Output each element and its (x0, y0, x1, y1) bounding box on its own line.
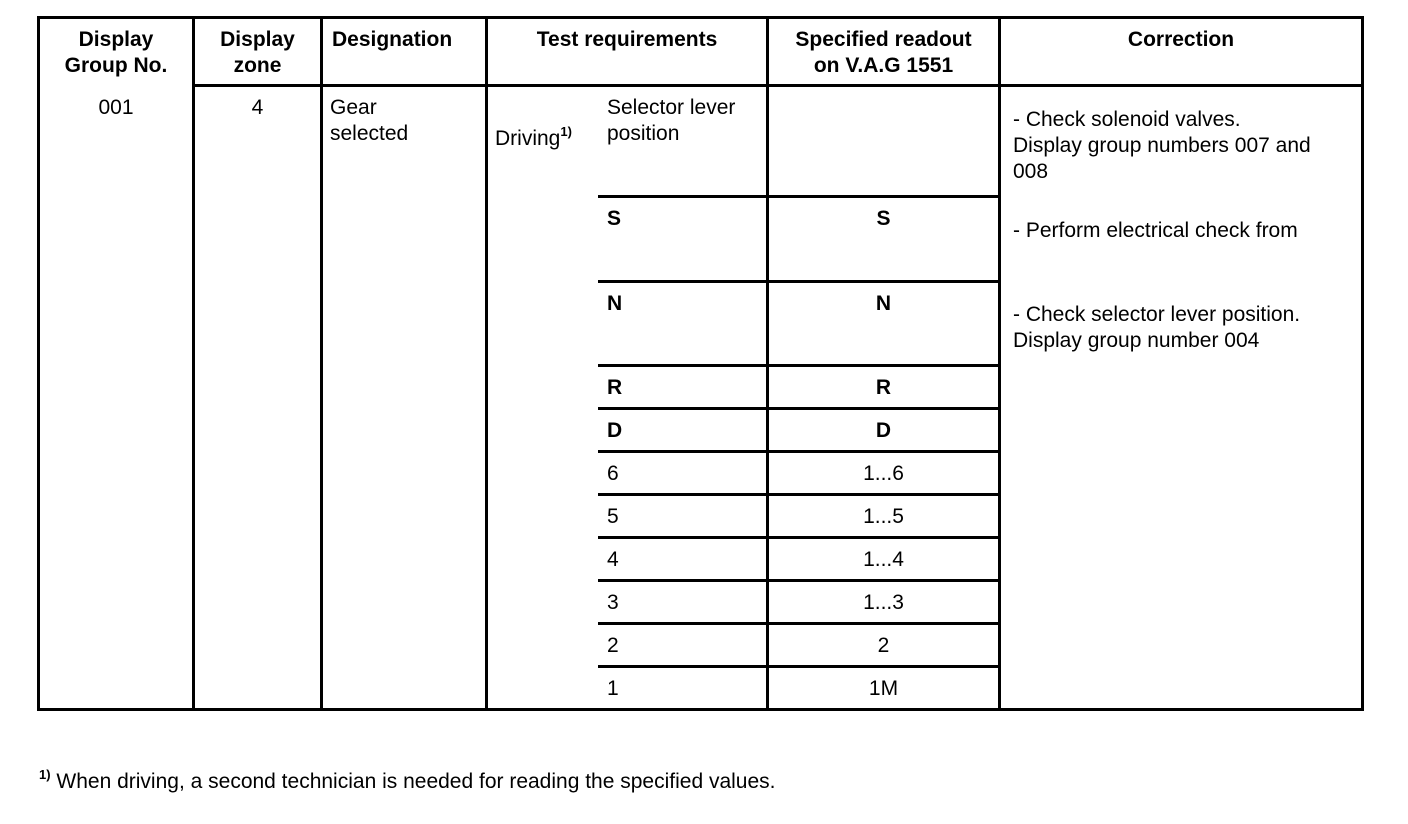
header-specified-readout: Specified readout on V.A.G 1551 (795, 28, 972, 77)
footnote-text: When driving, a second technician is needed for reading the specified values. (50, 770, 776, 793)
correction-text: - Check selector lever position. Display group number 004 (1013, 303, 1301, 352)
correction-text: - Perform electrical check from (1013, 219, 1298, 242)
position-cell: D (607, 419, 623, 442)
header-group-no: Display Group No. (64, 28, 168, 77)
driving-label (495, 100, 572, 152)
readout-cell: 1M (868, 677, 899, 700)
position-cell: 2 (607, 634, 619, 657)
table-border-bottom (37, 708, 1363, 711)
readout-cell: 1...5 (863, 505, 904, 528)
col-divider (320, 16, 323, 711)
position-cell: N (607, 292, 623, 315)
header-designation: Designation (332, 28, 453, 51)
position-cell: 3 (607, 591, 619, 614)
row-divider (598, 364, 1000, 367)
row-divider (598, 280, 1000, 283)
readout-cell: 1...4 (863, 548, 904, 571)
position-cell: R (607, 376, 623, 399)
position-cell: 4 (607, 548, 619, 571)
group-no-value: 001 (98, 96, 134, 119)
header-zone: Display zone (220, 28, 295, 77)
row-divider (598, 536, 1000, 539)
footnote-marker: 1) (39, 767, 51, 782)
readout-cell: 1...3 (863, 591, 904, 614)
footnote (39, 743, 776, 795)
readout-cell: D (875, 419, 892, 442)
row-divider (598, 450, 1000, 453)
row-divider (598, 622, 1000, 625)
zone-value: 4 (251, 96, 264, 119)
driving-text: Driving (495, 127, 561, 150)
readout-cell: 1...6 (863, 462, 904, 485)
position-cell: 5 (607, 505, 619, 528)
selector-lever-label: Selector lever position (607, 96, 736, 145)
correction-text: - Check solenoid valves. Display group numbers 007 and 008 (1013, 108, 1311, 183)
col-divider (485, 16, 488, 711)
readout-cell: 2 (877, 634, 890, 657)
position-cell: 6 (607, 462, 619, 485)
position-cell: 1 (607, 677, 619, 700)
table-border-top (37, 16, 1363, 19)
table-border-right (1361, 16, 1364, 711)
row-divider (598, 493, 1000, 496)
row-divider (598, 665, 1000, 668)
row-divider (598, 195, 1000, 198)
readout-cell: R (875, 376, 892, 399)
footnote-marker: 1) (560, 124, 572, 139)
header-correction: Correction (1127, 28, 1235, 51)
designation-value: Gear selected (330, 96, 409, 145)
position-cell: S (607, 207, 622, 230)
header-divider (192, 84, 1363, 87)
header-test-requirements: Test requirements (536, 28, 718, 51)
row-divider (598, 407, 1000, 410)
row-divider (598, 579, 1000, 582)
readout-cell: N (875, 292, 892, 315)
readout-cell: S (876, 207, 891, 230)
